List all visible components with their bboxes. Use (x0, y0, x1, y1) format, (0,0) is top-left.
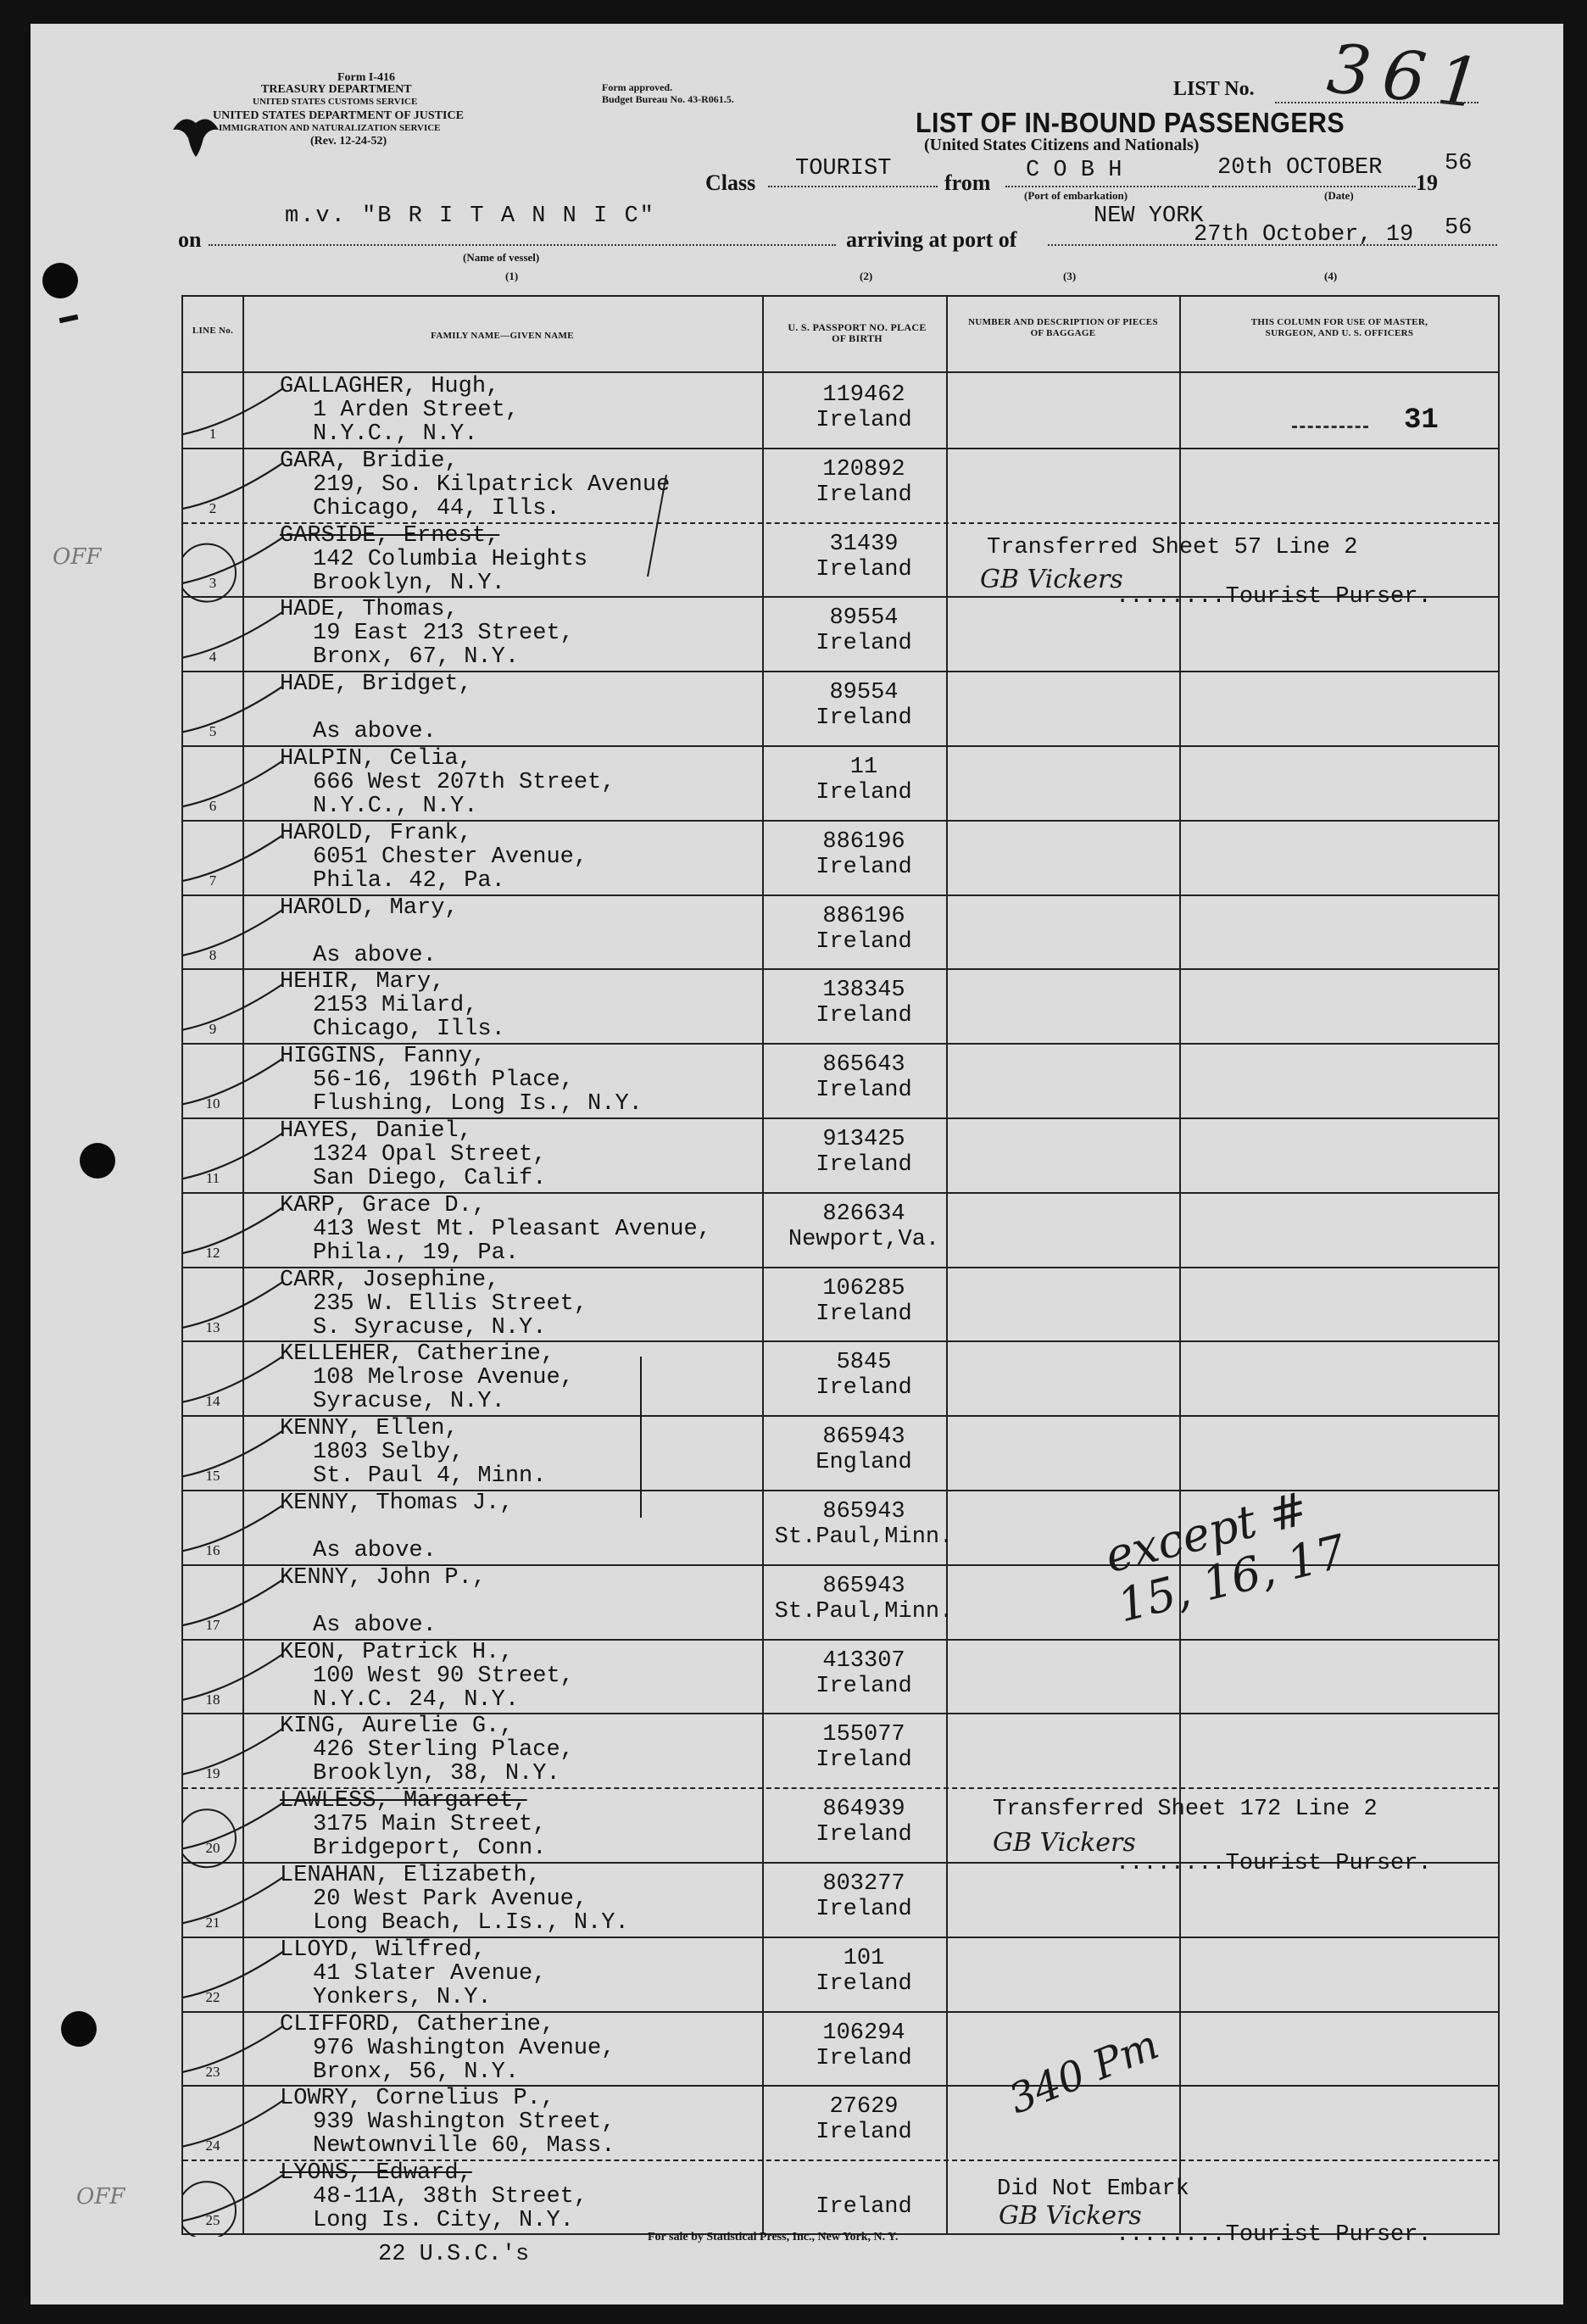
line-number: 3 (209, 574, 217, 591)
line-number: 12 (205, 1244, 220, 1261)
year-prefix: 19 (1416, 170, 1438, 195)
list-no-label: LIST No. (1173, 78, 1255, 100)
passenger-name: HADE, Thomas, (280, 597, 459, 623)
address-line-1: 108 Melrose Avenue, (313, 1365, 574, 1391)
passenger-name: CLIFFORD, Catherine, (280, 2011, 555, 2037)
place-of-birth: Ireland (816, 631, 912, 657)
address-line-2: As above. (313, 1538, 437, 1563)
col-header-officers: THIS COLUMN FOR USE OF MASTER, SURGEON, AND U. S. OFFICERS (1250, 317, 1428, 338)
place-of-birth: Ireland (816, 1003, 912, 1029)
arrival-year: 56 (1445, 215, 1473, 241)
place-of-birth: Ireland (816, 1301, 912, 1327)
col-num-4: (4) (1324, 270, 1338, 282)
line-number: 10 (205, 1095, 220, 1112)
list-no-line (1275, 102, 1478, 103)
passport-number: 886196 (822, 903, 905, 929)
address-line-2: Chicago, Ills. (313, 1017, 505, 1043)
except-handwritten-note: except # 15, 16, 17 (1100, 1481, 1351, 1633)
check-mark (183, 1430, 283, 1478)
check-mark (183, 1058, 283, 1106)
line-number: 18 (205, 1691, 220, 1708)
check-mark (183, 2100, 283, 2148)
address-line-2: Syracuse, N.Y. (313, 1389, 505, 1415)
treasury-dept: TREASURY DEPARTMENT (261, 83, 412, 96)
passport-number: 913425 (822, 1127, 905, 1152)
passport-number: 101 (843, 1945, 885, 1971)
check-mark (183, 1877, 283, 1925)
place-of-birth: Ireland (816, 1375, 912, 1402)
address-line-1: 939 Washington Street, (313, 2109, 615, 2136)
line-number: 6 (209, 798, 217, 814)
place-of-birth: Ireland (816, 705, 912, 732)
address-line-1: 20 West Park Avenue, (313, 1887, 588, 1912)
customs-service: UNITED STATES CUSTOMS SERVICE (253, 97, 418, 107)
purser-title-3: ........Tourist Purser. (1116, 2222, 1432, 2248)
list-title: LIST OF IN-BOUND PASSENGERS (916, 107, 1345, 138)
ins-service: IMMIGRATION AND NATURALIZATION SERVICE (219, 123, 441, 133)
line-number: 23 (205, 2063, 220, 2080)
col-header-baggage: NUMBER AND DESCRIPTION OF PIECES OF BAGGAGE (968, 317, 1158, 338)
col-header-passport: U. S. PASSPORT NO. PLACE OF BIRTH (788, 321, 927, 344)
col-header-line: LINE No. (192, 326, 234, 336)
check-marks (183, 297, 1501, 2237)
printer-note: For sale by Statistical Press, Inc., New York, N. Y. (648, 2231, 899, 2243)
passport-number: 138345 (822, 978, 905, 1004)
place-of-birth: Ireland (816, 1673, 912, 1699)
circle-mark (183, 1809, 236, 1867)
passenger-name: KARP, Grace D., (280, 1192, 487, 1218)
did-not-embark-note: Did Not Embark (997, 2176, 1189, 2202)
class-value: TOURIST (795, 156, 892, 181)
passenger-name: KENNY, John P., (280, 1564, 487, 1591)
passport-number: 31439 (829, 531, 899, 557)
passport-number: 865943 (822, 1573, 905, 1599)
passport-number: 5845 (836, 1350, 892, 1376)
check-mark (183, 1654, 283, 1702)
budget-bureau: Budget Bureau No. 43-R061.5. (602, 93, 734, 105)
check-mark (183, 1728, 283, 1775)
passenger-name: GARSIDE, Ernest, (280, 522, 500, 549)
address-line-1: 19 East 213 Street, (313, 621, 574, 647)
purser-title-2: ........Tourist Purser. (1116, 1851, 1432, 1876)
address-line-2: As above. (313, 942, 437, 968)
purser-signature-1: GB Vickers (980, 565, 1123, 594)
check-mark (183, 686, 283, 733)
address-line-2: Long Beach, L.Is., N.Y. (313, 1910, 629, 1936)
passenger-name: HAROLD, Mary, (280, 894, 459, 921)
check-mark (183, 1133, 283, 1180)
address-line-1: 426 Sterling Place, (313, 1737, 574, 1764)
check-mark (183, 910, 283, 957)
passport-number: 803277 (822, 1871, 905, 1897)
passport-number: 89554 (829, 680, 899, 706)
passport-number: 89554 (829, 605, 899, 632)
purser-signature-3: GB Vickers (999, 2201, 1142, 2231)
place-of-birth: Newport,Va. (788, 1226, 940, 1252)
check-mark (183, 1505, 283, 1552)
address-line-2: Chicago, 44, Ills. (313, 495, 560, 521)
passport-number: 119462 (822, 382, 905, 408)
passenger-name: GALLAGHER, Hugh, (280, 374, 500, 399)
address-line-2: As above. (313, 719, 437, 745)
address-line-1: 1 Arden Street, (313, 398, 520, 423)
passenger-name: HAYES, Daniel, (280, 1118, 472, 1144)
passport-number: 413307 (822, 1647, 905, 1674)
arrival-line (1048, 244, 1497, 246)
address-line-2: S. Syracuse, N.Y. (313, 1314, 547, 1340)
class-line (768, 186, 938, 187)
address-line-1: 666 West 207th Street, (313, 770, 615, 795)
address-line-1: 219, So. Kilpatrick Avenue (313, 471, 671, 498)
passenger-name: HAROLD, Frank, (280, 820, 472, 846)
vessel-caption: (Name of vessel) (463, 251, 540, 264)
col-num-1: (1) (505, 270, 519, 282)
passenger-name: KELLEHER, Catherine, (280, 1341, 555, 1368)
on-label: on (178, 227, 202, 252)
place-of-birth: St.Paul,Minn. (774, 1524, 954, 1550)
address-line-2: N.Y.C., N.Y. (313, 794, 478, 819)
passport-number: 106285 (822, 1275, 905, 1301)
place-of-birth: Ireland (816, 1970, 912, 1997)
passenger-name: KENNY, Thomas J., (280, 1491, 514, 1516)
circle-mark (183, 544, 236, 602)
port-embark-caption: (Port of embarkation) (1024, 189, 1128, 202)
address-line-2: St. Paul 4, Minn. (313, 1463, 547, 1490)
address-line-1: 41 Slater Avenue, (313, 1960, 547, 1987)
transfer-note-1: Transferred Sheet 57 Line 2 (987, 535, 1358, 560)
transfer-note-2: Transferred Sheet 172 Line 2 (993, 1797, 1378, 1822)
passport-number: 11 (849, 755, 878, 780)
check-mark (183, 463, 283, 510)
date-caption: (Date) (1324, 189, 1354, 202)
vessel-name: m.v. "B R I T A N N I C" (285, 203, 655, 229)
from-label: from (944, 170, 991, 195)
address-line-1: 2153 Milard, (313, 993, 478, 1019)
passenger-name: LENAHAN, Elizabeth, (280, 1863, 541, 1888)
circle-mark (183, 2182, 236, 2237)
officer-count: 31 (1404, 404, 1439, 437)
address-line-1: 235 W. Ellis Street, (313, 1290, 588, 1317)
line-number: 8 (209, 946, 217, 963)
manifest-sheet (31, 24, 1563, 2304)
address-line-2: Bronx, 67, N.Y. (313, 644, 520, 671)
line-number: 24 (205, 2137, 220, 2154)
address-line-2: Bronx, 56, N.Y. (313, 2059, 520, 2085)
vessel-line (209, 244, 836, 246)
address-line-1: 413 West Mt. Pleasant Avenue, (313, 1216, 711, 1242)
line-number: 2 (209, 499, 217, 516)
passport-number: 886196 (822, 828, 905, 855)
address-line-2: Brooklyn, N.Y. (313, 570, 505, 596)
passenger-name: HEHIR, Mary, (280, 969, 445, 995)
check-mark (183, 1207, 283, 1255)
address-line-2: Phila. 42, Pa. (313, 867, 505, 894)
line-number: 11 (205, 1170, 220, 1186)
address-line-1: 6051 Chester Avenue, (313, 844, 588, 870)
col-header-name: FAMILY NAME—GIVEN NAME (431, 331, 574, 341)
punch-hole-bottom (61, 2011, 97, 2047)
check-mark (183, 835, 283, 883)
passenger-name: LOWRY, Cornelius P., (280, 2086, 555, 2112)
address-line-2: Flushing, Long Is., N.Y. (313, 1091, 643, 1117)
passenger-name: LAWLESS, Margaret, (280, 1788, 527, 1814)
address-line-2: As above. (313, 1612, 437, 1638)
address-line-1: 100 West 90 Street, (313, 1663, 574, 1689)
line-number: 9 (209, 1021, 217, 1038)
line-number: 14 (205, 1393, 220, 1410)
address-line-1: 1803 Selby, (313, 1440, 465, 1466)
place-of-birth: Ireland (816, 1078, 912, 1104)
check-mark (183, 1952, 283, 1999)
punch-mark (59, 315, 79, 323)
address-line-1: 1324 Opal Street, (313, 1142, 547, 1168)
check-mark (183, 1580, 283, 1627)
date-value: 20th OCTOBER (1217, 155, 1383, 181)
passport-number: 27629 (829, 2094, 899, 2121)
passenger-name: CARR, Josephine, (280, 1267, 500, 1293)
passport-number: 864939 (822, 1797, 905, 1823)
address-line-2: N.Y.C. 24, N.Y. (313, 1686, 520, 1713)
place-of-birth: Ireland (816, 482, 912, 508)
arrival-date: 27th October, 19 (1194, 222, 1414, 248)
place-of-birth: Ireland (816, 1822, 912, 1848)
passenger-name: LLOYD, Wilfred, (280, 1937, 487, 1963)
passenger-name: KENNY, Ellen, (280, 1416, 459, 1442)
form-number: Form I-416 (337, 71, 396, 84)
check-mark (183, 388, 283, 436)
place-of-birth: Ireland (816, 2194, 912, 2221)
passport-number: 865943 (822, 1424, 905, 1451)
address-line-2: Long Is. City, N.Y. (313, 2208, 574, 2234)
place-of-birth: Ireland (816, 1747, 912, 1774)
punch-hole-middle (80, 1143, 115, 1179)
place-of-birth: Ireland (816, 1897, 912, 1922)
line-number: 15 (205, 1468, 220, 1485)
place-of-birth: Ireland (816, 854, 912, 880)
address-line-2: N.Y.C., N.Y. (313, 421, 478, 447)
address-line-2: Newtownville 60, Mass. (313, 2133, 615, 2160)
place-of-birth: England (816, 1450, 912, 1476)
line-number: 17 (205, 1616, 220, 1633)
line-number: 20 (205, 1840, 220, 1857)
passenger-name: KING, Aurelie G., (280, 1714, 514, 1740)
line-number: 16 (205, 1542, 220, 1558)
col-num-3: (3) (1063, 270, 1077, 282)
passenger-name: KEON, Patrick H., (280, 1639, 514, 1665)
purser-title-1: ........Tourist Purser. (1116, 584, 1432, 610)
passport-number: 865943 (822, 1499, 905, 1524)
line-number: 22 (205, 1988, 220, 2005)
address-line-1: 56-16, 196th Place, (313, 1067, 574, 1094)
passenger-name: HALPIN, Celia, (280, 746, 472, 772)
pen-mark (648, 475, 666, 577)
col-num-2: (2) (860, 270, 873, 282)
address-line-1: 142 Columbia Heights (313, 546, 588, 572)
revision-date: (Rev. 12-24-52) (310, 135, 387, 148)
check-mark (183, 1356, 283, 1403)
usc-count: 22 U.S.C.'s (378, 2242, 530, 2267)
passport-number: 120892 (822, 456, 905, 482)
line-number: 19 (205, 1765, 220, 1782)
place-of-birth: Ireland (816, 2120, 912, 2146)
place-of-birth: Ireland (816, 2045, 912, 2071)
justice-dept: UNITED STATES DEPARTMENT OF JUSTICE (213, 109, 464, 122)
address-line-2: Bridgeport, Conn. (313, 1836, 547, 1862)
check-mark (183, 984, 283, 1031)
address-line-2: Yonkers, N.Y. (313, 1984, 492, 2010)
address-line-1: 976 Washington Avenue, (313, 2035, 615, 2061)
off-mark-1: OFF (53, 544, 102, 570)
arrival-port: NEW YORK (1094, 203, 1204, 229)
passport-number: 826634 (822, 1201, 905, 1227)
line-number: 1 (209, 426, 217, 442)
from-line (1005, 186, 1209, 187)
check-mark (183, 611, 283, 659)
initials-handwritten-note: 340 Pm (1002, 2020, 1166, 2124)
passport-number: 155077 (822, 1722, 905, 1748)
line-number: 4 (209, 649, 217, 666)
class-label: Class (705, 170, 756, 195)
line-number: 5 (209, 723, 217, 740)
address-line-1: 3175 Main Street, (313, 1812, 547, 1838)
address-line-2: San Diego, Calif. (313, 1166, 547, 1191)
place-of-birth: Ireland (816, 928, 912, 955)
off-mark-2: OFF (76, 2184, 125, 2210)
line-number: 7 (209, 872, 217, 889)
year-suffix: 56 (1445, 151, 1473, 176)
list-no-value: 361 (1323, 29, 1497, 125)
date-line (1212, 186, 1416, 187)
check-mark (183, 761, 283, 808)
purser-signature-2: GB Vickers (993, 1828, 1136, 1858)
passenger-name: HIGGINS, Fanny, (280, 1044, 487, 1070)
form-approved: Form approved. (602, 81, 673, 93)
punch-hole-top (42, 263, 78, 298)
address-line-1: 48-11A, 38th Street, (313, 2184, 588, 2210)
list-subtitle: (United States Citizens and Nationals) (924, 136, 1200, 154)
place-of-birth: Ireland (816, 1152, 912, 1178)
address-line-2: Phila., 19, Pa. (313, 1240, 520, 1266)
arriving-label: arriving at port of (846, 227, 1017, 252)
passenger-name: GARA, Bridie, (280, 448, 459, 474)
passport-number: 106294 (822, 2020, 905, 2046)
from-value: C O B H (1026, 158, 1122, 183)
passenger-name: LYONS, Edward, (280, 2160, 472, 2187)
passenger-name: HADE, Bridget, (280, 672, 472, 698)
place-of-birth: Ireland (816, 408, 912, 433)
line-number: 25 (205, 2212, 220, 2229)
place-of-birth: Ireland (816, 780, 912, 805)
passport-number: 865643 (822, 1052, 905, 1078)
place-of-birth: Ireland (816, 556, 912, 582)
line-number: 21 (205, 1914, 220, 1931)
place-of-birth: St.Paul,Minn. (774, 1598, 954, 1625)
check-mark (183, 1282, 283, 1329)
address-line-2: Brooklyn, 38, N.Y. (313, 1761, 560, 1787)
line-number: 13 (205, 1318, 220, 1335)
check-mark (183, 2026, 283, 2074)
